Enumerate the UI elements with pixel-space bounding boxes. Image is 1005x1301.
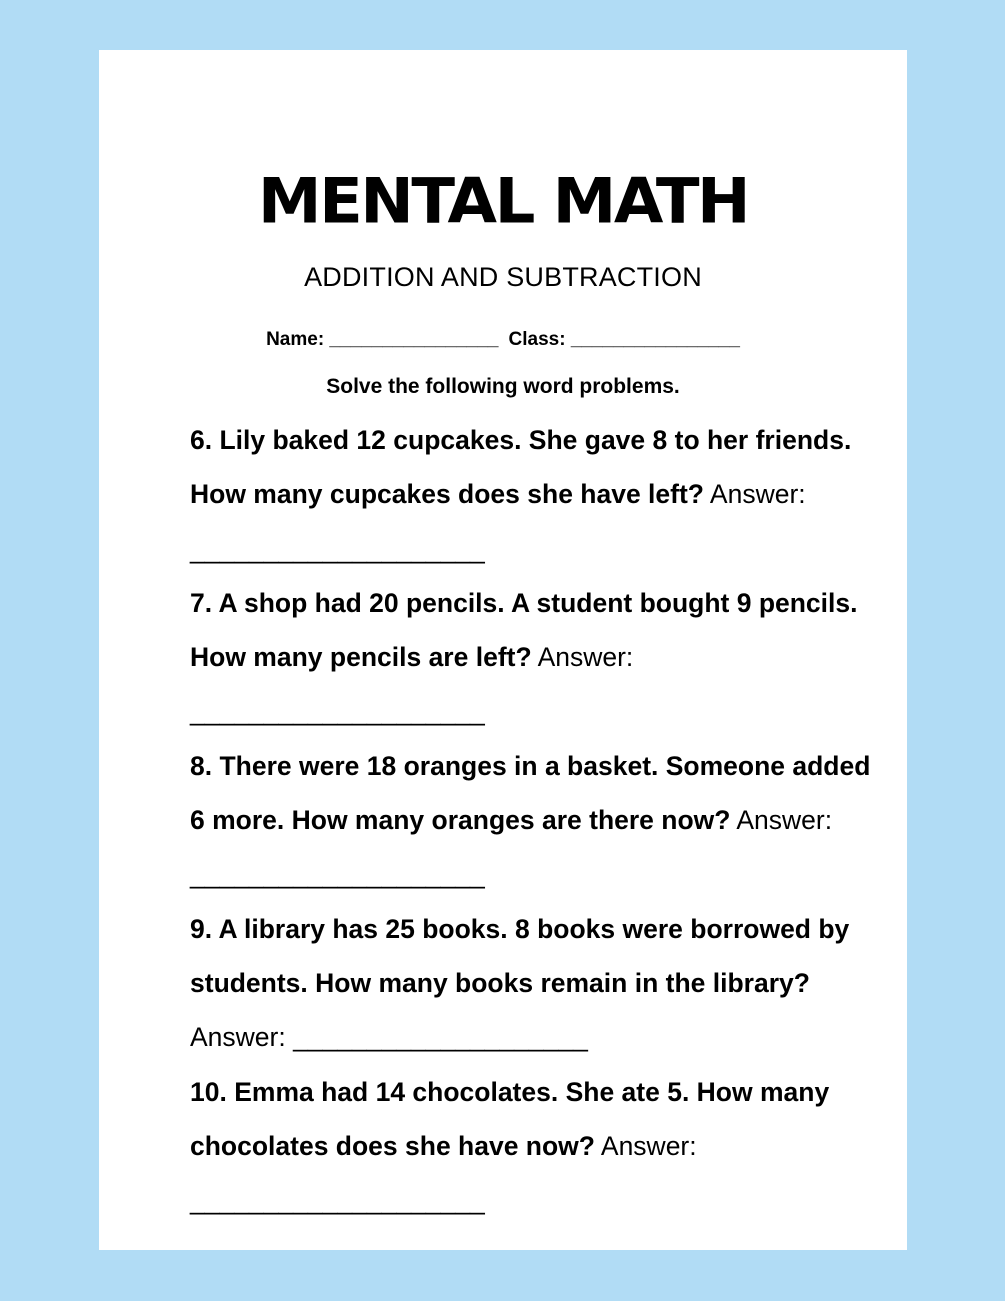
answer-line: Answer: ____________________ [190, 1130, 697, 1216]
problem-question: 9. A library has 25 books. 8 books were borrowed by students. How many books remain in the library? [190, 913, 850, 998]
problem-9 [190, 902, 880, 1065]
instruction-text: Solve the following word problems. [326, 375, 680, 398]
problem-7 [190, 576, 880, 739]
problem-8 [190, 739, 880, 902]
answer-line: Answer: ____________________ [190, 642, 634, 727]
class-field: Class: ________________ [508, 329, 740, 350]
answer-line: Answer: ____________________ [190, 479, 806, 564]
worksheet-title: MENTAL MATH [257, 165, 749, 239]
problem-question: 10. Emma had 14 chocolates. She ate 5. How many chocolates does she have now? [190, 1076, 830, 1161]
problem-question: 8. There were 18 oranges in a basket. Someone added 6 more. How many oranges are there now? [190, 750, 871, 836]
problem-10 [190, 1065, 880, 1228]
answer-line: Answer: ____________________ [190, 805, 833, 890]
problem-question: 7. A shop had 20 pencils. A student bought 9 pencils. How many pencils are left? [190, 587, 858, 673]
problem-6 [190, 413, 880, 576]
student-info-line [99, 330, 907, 349]
problem-question: 6. Lily baked 12 cupcakes. She gave 8 to her friends. How many cupcakes does she have left? [190, 425, 852, 510]
worksheet-page [99, 50, 907, 1250]
worksheet-subtitle: ADDITION AND SUBTRACTION [304, 262, 702, 292]
answer-line: Answer: ____________________ [190, 1022, 588, 1053]
problem-list [190, 413, 880, 1227]
name-field: Name: ________________ [266, 329, 499, 350]
